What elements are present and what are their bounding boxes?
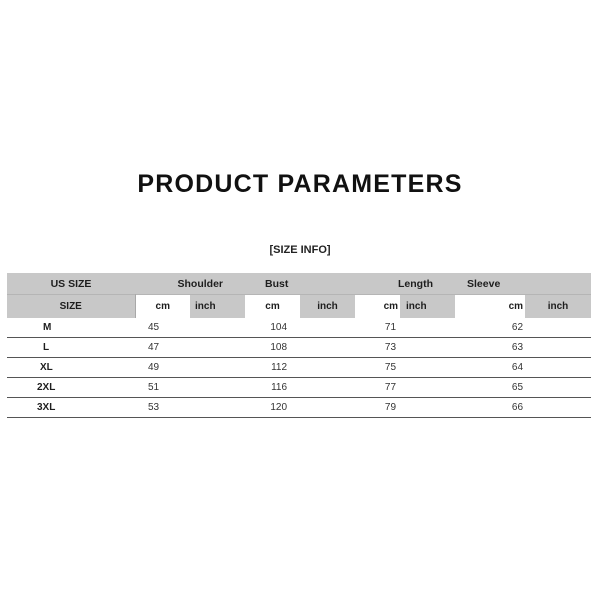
unit-label: cm [455,295,525,319]
length-cm: 71 [355,318,400,338]
bust-cm: 116 [245,378,300,398]
table-row [7,338,591,358]
bust-cm: 108 [245,338,300,358]
shoulder-inch [190,378,245,398]
bust-inch [300,378,355,398]
unit-label: cm [135,295,190,319]
unit-label: inch [190,295,245,319]
size-cell: 2XL [7,378,135,398]
header-shoulder: Shoulder [135,273,245,295]
length-cm: 79 [355,398,400,418]
bust-inch [300,338,355,358]
unit-label: inch [525,295,591,319]
sleeve-cm: 63 [455,338,525,358]
length-inch [400,338,455,358]
sleeve-cm: 65 [455,378,525,398]
bust-cm: 112 [245,358,300,378]
bust-inch [300,318,355,338]
length-inch [400,318,455,338]
table-subheader-row [7,295,591,319]
length-cm: 73 [355,338,400,358]
shoulder-cm: 53 [135,398,190,418]
sleeve-inch [525,378,591,398]
length-cm: 77 [355,378,400,398]
length-cm: 75 [355,358,400,378]
unit-label: inch [300,295,355,319]
length-inch [400,398,455,418]
table-row [7,318,591,338]
sleeve-inch [525,318,591,338]
bust-inch [300,358,355,378]
bust-cm: 104 [245,318,300,338]
size-cell: M [7,318,135,338]
page-title: PRODUCT PARAMETERS [137,170,463,198]
table-row [7,378,591,398]
shoulder-cm: 47 [135,338,190,358]
shoulder-inch [190,398,245,418]
sleeve-cm: 64 [455,358,525,378]
sleeve-cm: 62 [455,318,525,338]
table-header-row [7,273,591,295]
size-cell: L [7,338,135,358]
shoulder-cm: 51 [135,378,190,398]
subheader-size: SIZE [7,295,135,319]
size-cell: 3XL [7,398,135,418]
length-inch [400,358,455,378]
sleeve-inch [525,358,591,378]
sleeve-inch [525,398,591,418]
bust-inch [300,398,355,418]
unit-label: cm [355,295,400,319]
shoulder-cm: 45 [135,318,190,338]
header-sleeve: Sleeve [455,273,591,295]
bust-cm: 120 [245,398,300,418]
unit-label: cm [245,295,300,319]
size-chart-table [7,273,591,418]
sleeve-inch [525,338,591,358]
shoulder-inch [190,358,245,378]
length-inch [400,378,455,398]
header-bust: Bust [245,273,355,295]
size-cell: XL [7,358,135,378]
header-us-size: US SIZE [7,273,135,295]
header-length: Length [355,273,455,295]
shoulder-inch [190,338,245,358]
unit-label: inch [400,295,455,319]
table-row [7,358,591,378]
table-row [7,398,591,418]
shoulder-inch [190,318,245,338]
sleeve-cm: 66 [455,398,525,418]
shoulder-cm: 49 [135,358,190,378]
section-subtitle: [SIZE INFO] [269,244,331,256]
